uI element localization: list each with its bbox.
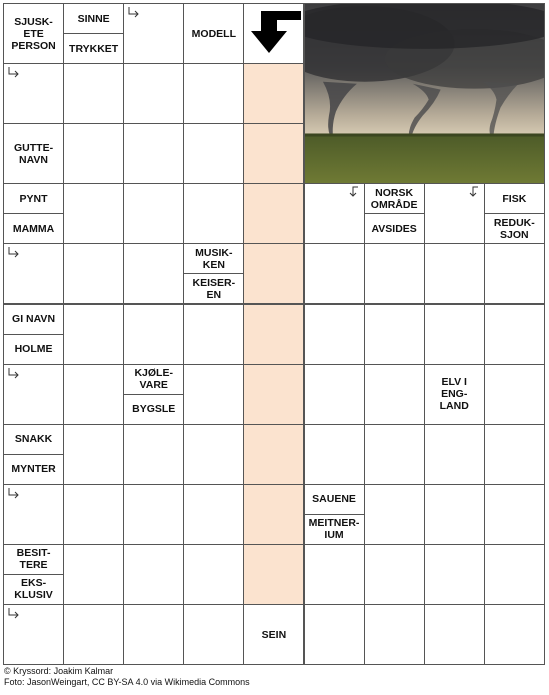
answer-cell[interactable]: [484, 304, 545, 365]
answer-cell[interactable]: [243, 63, 304, 124]
clue-cell: [304, 484, 365, 545]
answer-cell[interactable]: [484, 364, 545, 425]
answer-cell[interactable]: [364, 364, 425, 425]
answer-cell[interactable]: [63, 63, 124, 124]
clue-cell: [3, 304, 64, 365]
clue-norsk: NORSK OMRÅDE: [370, 186, 418, 211]
arrow-down-right-icon: [6, 367, 22, 381]
clue-guttenavn: GUTTE- NAVN: [14, 141, 54, 166]
answer-cell[interactable]: [183, 424, 244, 485]
clue-trykket: TRYKKET: [64, 33, 123, 63]
clue-reduksjon: REDUK- SJON: [485, 213, 544, 243]
credits: [4, 666, 250, 688]
clue-holme: HOLME: [4, 334, 63, 364]
answer-cell[interactable]: [183, 484, 244, 545]
arrow-down-right-icon: [6, 66, 22, 80]
answer-cell[interactable]: [424, 604, 485, 665]
answer-cell[interactable]: [424, 243, 485, 304]
answer-cell[interactable]: [63, 604, 124, 665]
arrow-down-right-icon: [6, 246, 22, 260]
clue-cell: [243, 604, 304, 665]
clue-sinne: SINNE: [77, 12, 110, 25]
arrow-left-down-icon: [345, 185, 361, 199]
answer-cell[interactable]: [484, 424, 545, 485]
answer-cell[interactable]: [183, 123, 244, 184]
answer-cell[interactable]: [424, 484, 485, 545]
answer-cell[interactable]: [243, 183, 304, 244]
answer-cell[interactable]: [243, 424, 304, 485]
answer-cell[interactable]: [123, 243, 184, 304]
answer-cell[interactable]: [123, 304, 184, 365]
answer-cell[interactable]: [243, 123, 304, 184]
arrow-left-down-icon: [465, 185, 481, 199]
clue-sein: SEIN: [261, 628, 287, 641]
clue-cell: [3, 3, 64, 64]
arrow-down-right-icon: [6, 607, 22, 621]
crossword-grid: [3, 3, 544, 664]
answer-cell[interactable]: [123, 424, 184, 485]
answer-cell[interactable]: [63, 484, 124, 545]
answer-cell[interactable]: [364, 243, 425, 304]
clue-ginavn: GI NAVN: [12, 313, 56, 326]
answer-cell[interactable]: [364, 544, 425, 605]
answer-cell[interactable]: [484, 243, 545, 304]
answer-cell[interactable]: [243, 364, 304, 425]
answer-cell[interactable]: [304, 243, 365, 304]
answer-cell[interactable]: [484, 484, 545, 545]
answer-cell[interactable]: [63, 364, 124, 425]
clue-mamma: MAMMA: [4, 213, 63, 243]
answer-cell[interactable]: [364, 484, 425, 545]
clue-eksklusiv: EKS- KLUSIV: [4, 574, 63, 604]
credit-crossword: © Kryssord: Joakim Kalmar: [4, 666, 114, 676]
clue-avsides: AVSIDES: [365, 213, 424, 243]
clue-sauene: SAUENE: [312, 493, 356, 506]
answer-cell[interactable]: [243, 243, 304, 304]
answer-cell[interactable]: [123, 183, 184, 244]
clue-cell: [3, 183, 64, 244]
answer-cell[interactable]: [63, 424, 124, 485]
answer-cell[interactable]: [304, 604, 365, 665]
clue-cell: [484, 183, 545, 244]
answer-cell[interactable]: [183, 364, 244, 425]
answer-cell[interactable]: [424, 304, 485, 365]
clue-modell: MODELL: [191, 27, 236, 40]
credit-photo: Foto: JasonWeingart, CC BY-SA 4.0 via Wikimedia Commons: [4, 677, 250, 687]
answer-cell[interactable]: [123, 484, 184, 545]
answer-cell[interactable]: [183, 544, 244, 605]
answer-cell[interactable]: [304, 304, 365, 365]
answer-cell[interactable]: [183, 63, 244, 124]
clue-mynter: MYNTER: [4, 454, 63, 484]
clue-cell: [183, 243, 244, 304]
clue-cell: [3, 123, 64, 184]
clue-meitnerium: MEITNER- IUM: [305, 514, 364, 544]
clue-musikken: MUSIK- KEN: [195, 246, 233, 271]
clue-kjolevare: KJØLE- VARE: [134, 367, 173, 392]
answer-cell[interactable]: [183, 604, 244, 665]
clue-cell: [424, 364, 485, 425]
answer-cell[interactable]: [364, 304, 425, 365]
answer-cell[interactable]: [63, 183, 124, 244]
clue-sjusk: SJUSK- ETE PERSON: [11, 15, 56, 52]
answer-cell[interactable]: [123, 63, 184, 124]
tornado-photo: [304, 3, 545, 184]
answer-cell[interactable]: [304, 364, 365, 425]
answer-cell[interactable]: [243, 484, 304, 545]
big-down-arrow-icon: [247, 9, 301, 55]
answer-cell[interactable]: [63, 304, 124, 365]
answer-cell[interactable]: [63, 123, 124, 184]
arrow-down-right-icon: [126, 6, 142, 20]
answer-cell[interactable]: [63, 544, 124, 605]
answer-cell[interactable]: [364, 424, 425, 485]
answer-cell[interactable]: [364, 604, 425, 665]
answer-cell[interactable]: [123, 544, 184, 605]
clue-cell: [63, 3, 124, 64]
clue-cell: [3, 424, 64, 485]
answer-cell[interactable]: [183, 304, 244, 365]
clue-cell: [183, 3, 244, 64]
arrow-down-right-icon: [6, 487, 22, 501]
answer-cell[interactable]: [63, 243, 124, 304]
clue-cell: [3, 544, 64, 605]
answer-cell[interactable]: [424, 424, 485, 485]
clue-cell: [123, 364, 184, 425]
answer-cell[interactable]: [304, 424, 365, 485]
clue-cell: [364, 183, 425, 244]
clue-besittere: BESIT- TERE: [16, 547, 51, 572]
answer-cell[interactable]: [123, 123, 184, 184]
answer-cell[interactable]: [304, 544, 365, 605]
clue-keiseren: KEISER- EN: [184, 273, 243, 303]
answer-cell[interactable]: [123, 604, 184, 665]
answer-cell[interactable]: [183, 183, 244, 244]
clue-bygsle: BYGSLE: [124, 394, 183, 424]
answer-cell[interactable]: [243, 544, 304, 605]
answer-cell[interactable]: [243, 304, 304, 365]
answer-cell[interactable]: [484, 604, 545, 665]
clue-fisk: FISK: [502, 192, 527, 205]
clue-elv: ELV I ENG- LAND: [439, 376, 469, 413]
answer-cell[interactable]: [484, 544, 545, 605]
clue-pynt: PYNT: [19, 192, 48, 205]
answer-cell[interactable]: [424, 544, 485, 605]
clue-snakk: SNAKK: [14, 433, 53, 446]
